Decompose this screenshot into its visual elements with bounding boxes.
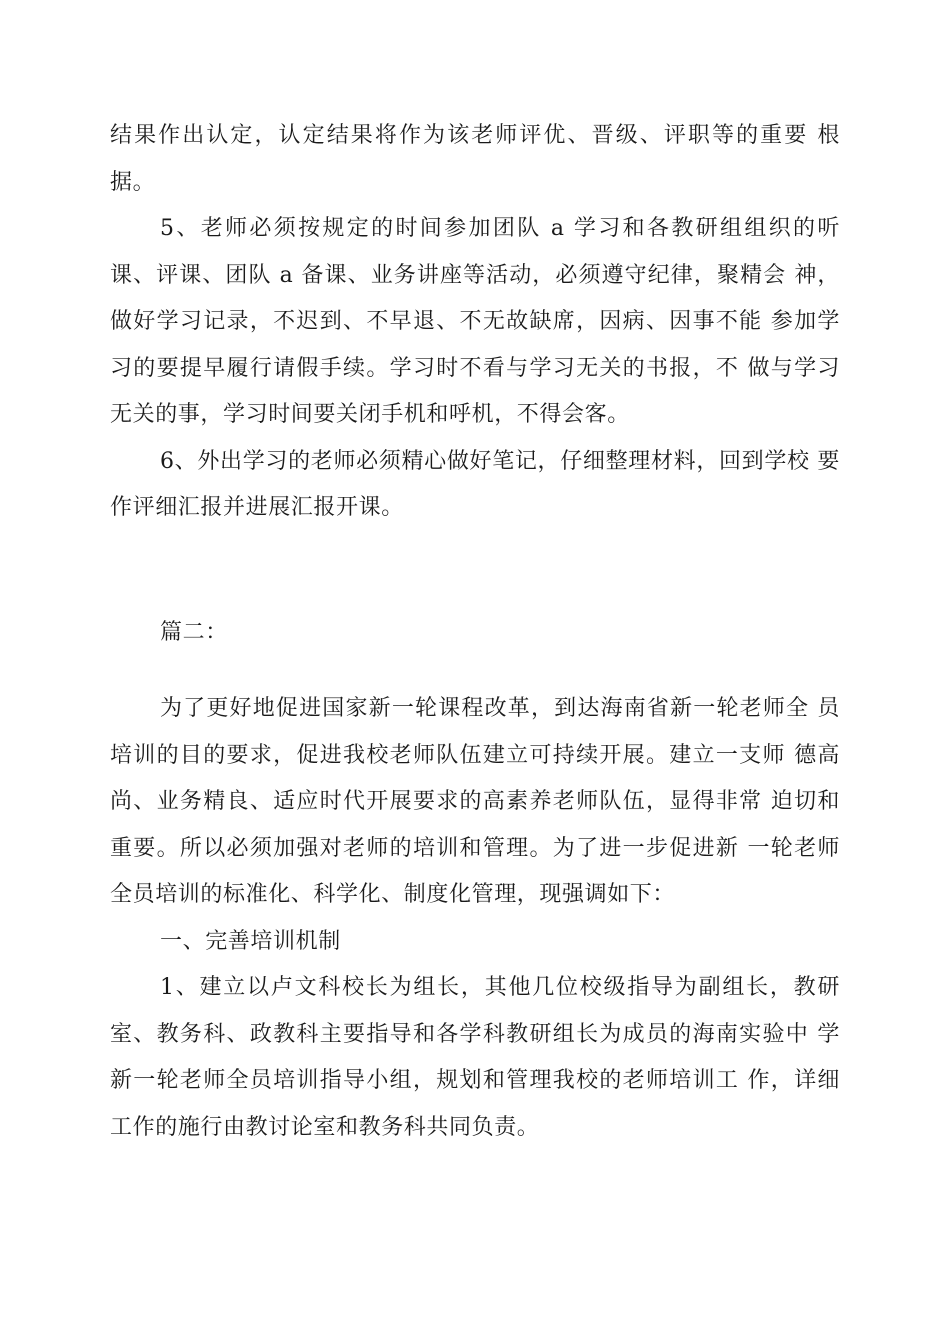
section-heading: 篇二： [160, 619, 228, 645]
spacer [110, 532, 840, 610]
spacer [110, 656, 840, 686]
paragraph-intro: 为了更好地促进国家新一轮课程改革，到达海南省新一轮老师全 员培训的目的要求，促进我校老师队伍建立可持续开展。建立一支师 德高尚、业务精良、适应时代开展要求的高素养老师队伍，显得非常 迫切和重要。所以必须加强对老师的培训和管理。为了进一步促进新 一轮老师全员培训的标准化、科学化、制度化管理，现强调如下： [110, 696, 840, 907]
subheading-improve-mechanism: 一、完善培训机制 [160, 928, 341, 954]
paragraph-item-5: 5、老师必须按规定的时间参加团队 a 学习和各教研组组织的听 课、评课、团队 a 备课、业务讲座等活动，必须遵守纪律，聚精会 神，做好学习记录，不迟到、不早退、不无故缺席，因病、因事不能 参加学习的要提早履行请假手续。学习时不看与学习无关的书报，不 做与学习无关的事，学习时间要关闭手机和呼机，不得会客。 [110, 216, 840, 427]
paragraph-item-6: 6、外出学习的老师必须精心做好笔记，仔细整理材料，回到学校 要作评细汇报并进展汇报开课。 [110, 448, 840, 520]
paragraph-continuation: 结果作出认定，认定结果将作为该老师评优、晋级、评职等的重要 根据。 [110, 123, 840, 195]
document-page [110, 113, 840, 1151]
paragraph-item-1: 1、建立以卢文科校长为组长，其他几位校级指导为副组长，教研室、教务科、政教科主要指导和各学科教研组长为成员的海南实验中 学新一轮老师全员培训指导小组，规划和管理我校的老师培训工 作，详细工作的施行由教讨论室和教务科共同负责。 [110, 975, 840, 1140]
